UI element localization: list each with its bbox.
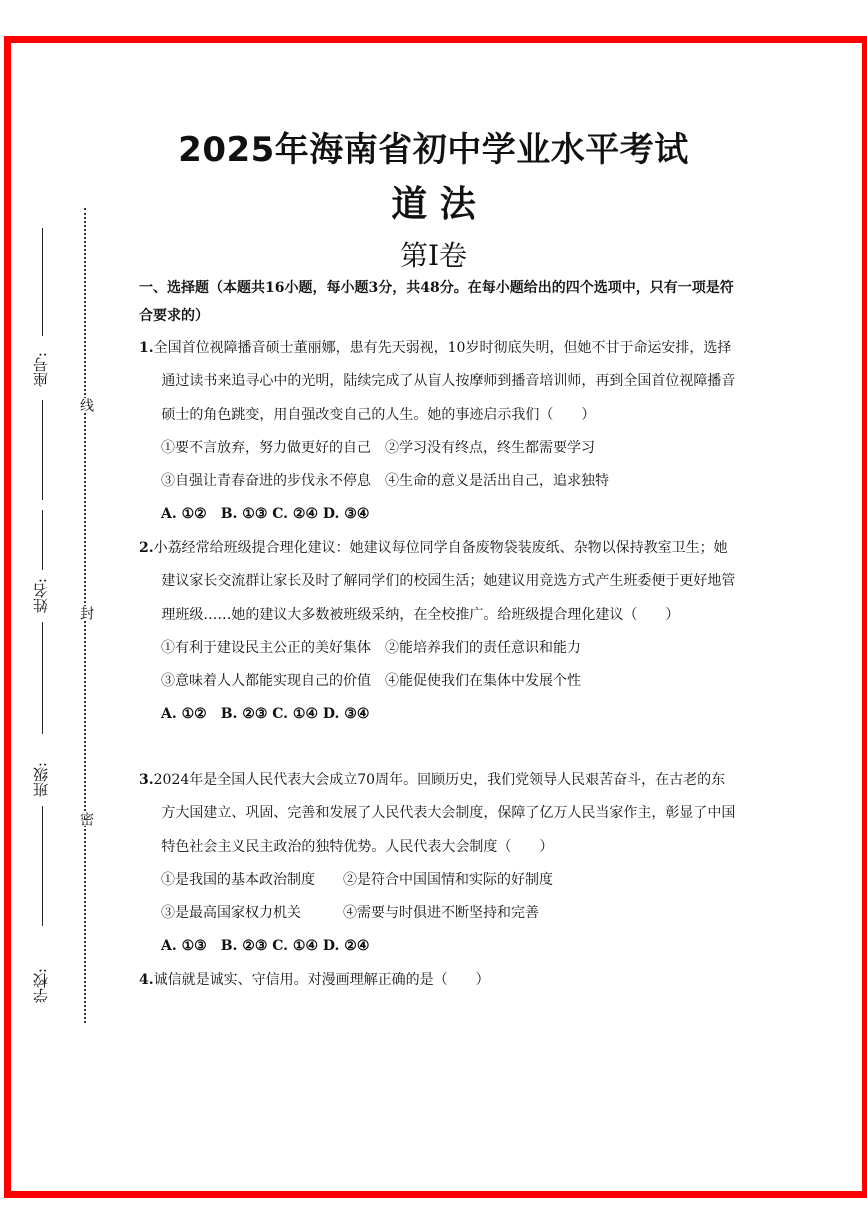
question-2-stem-block: [139, 532, 739, 632]
seat-rule-lower: [42, 400, 43, 500]
class-rule-lower: [42, 806, 43, 926]
question-1-stem-block: [139, 332, 739, 432]
question-3-stem: 2024年是全国人民代表大会成立70周年。回顾历史，我们党领导人民艰苦奋斗，在古老的东方大国建立、巩固、完善和发展了人民代表大会制度，保障了亿万人民当家作主，彰显了中国特色社会主义民主政治的独特优势。人民代表大会制度（ ）: [153, 772, 736, 855]
question-4-stem-block: [139, 964, 739, 997]
exam-title: 2025年海南省初中学业水平考试: [178, 130, 689, 170]
class-label: 班级:: [32, 762, 50, 798]
binding-char-secret: 密: [78, 812, 94, 826]
name-rule-lower: [42, 622, 43, 734]
volume-title: 第I卷: [399, 239, 468, 272]
question-3-stem-block: [139, 764, 739, 864]
question-3-number: 3.: [139, 772, 154, 788]
question-2-stem: 小荔经常给班级提合理化建议：她建议每位同学自备废物袋装废纸、杂物以保持教室卫生；她建议家长交流群让家长及时了解同学们的校园生活；她建议用竞选方式产生班委便于更好地管理班级……她的建议大多数被班级采纳，在全校推广。给班级提合理化建议（ ）: [153, 540, 736, 623]
question-1-choices: A. ①② B. ①③ C. ②④ D. ③④: [161, 506, 370, 523]
question-4: [139, 964, 739, 997]
question-3: [139, 764, 739, 964]
question-3-options-1: ①是我国的基本政治制度 ②是符合中国国情和实际的好制度: [161, 871, 553, 888]
school-label: 学校:: [32, 968, 50, 1004]
name-label: 姓名:: [32, 578, 50, 614]
question-2-options-1: ①有利于建设民主公正的美好集体 ②能培养我们的责任意识和能力: [161, 639, 581, 656]
section-heading: 一、选择题（本题共16小题，每小题3分，共48分。在每小题给出的四个选项中，只有一项是符合要求的）: [139, 280, 734, 324]
subject-title: 道 法: [391, 184, 476, 225]
question-1: [139, 332, 739, 532]
question-4-number: 4.: [139, 972, 154, 988]
question-2: [139, 532, 739, 732]
question-3-choices: A. ①③ B. ②③ C. ①④ D. ②④: [161, 938, 370, 955]
question-2-choices: A. ①② B. ②③ C. ①④ D. ③④: [161, 706, 370, 723]
question-1-options-1: ①要不言放弃，努力做更好的自己 ②学习没有终点，终生都需要学习: [161, 439, 595, 456]
question-2-options-2: ③意味着人人都能实现自己的价值 ④能促使我们在集体中发展个性: [161, 673, 581, 690]
question-4-stem: 诚信就是诚实、守信用。对漫画理解正确的是（ ）: [153, 972, 490, 988]
question-1-stem: 全国首位视障播音硕士董丽娜，患有先天弱视，10岁时彻底失明，但她不甘于命运安排，选择通过读书来追寻心中的光明，陆续完成了从盲人按摩师到播音培训师，再到全国首位视障播音硕士的角色跳变，用自强改变自己的人生。她的事迹启示我们（ ）: [153, 340, 736, 423]
question-2-number: 2.: [139, 540, 154, 556]
seat-label: 座号:: [32, 352, 50, 388]
name-rule: [42, 510, 43, 570]
question-3-options-2: ③是最高国家权力机关 ④需要与时俱进不断坚持和完善: [161, 905, 539, 922]
question-1-options-2: ③自强让青春奋进的步伐永不停息 ④生命的意义是活出自己，追求独特: [161, 473, 609, 490]
binding-char-line: 线: [78, 398, 94, 412]
question-1-number: 1.: [139, 340, 154, 356]
binding-char-seal: 封: [78, 606, 94, 620]
